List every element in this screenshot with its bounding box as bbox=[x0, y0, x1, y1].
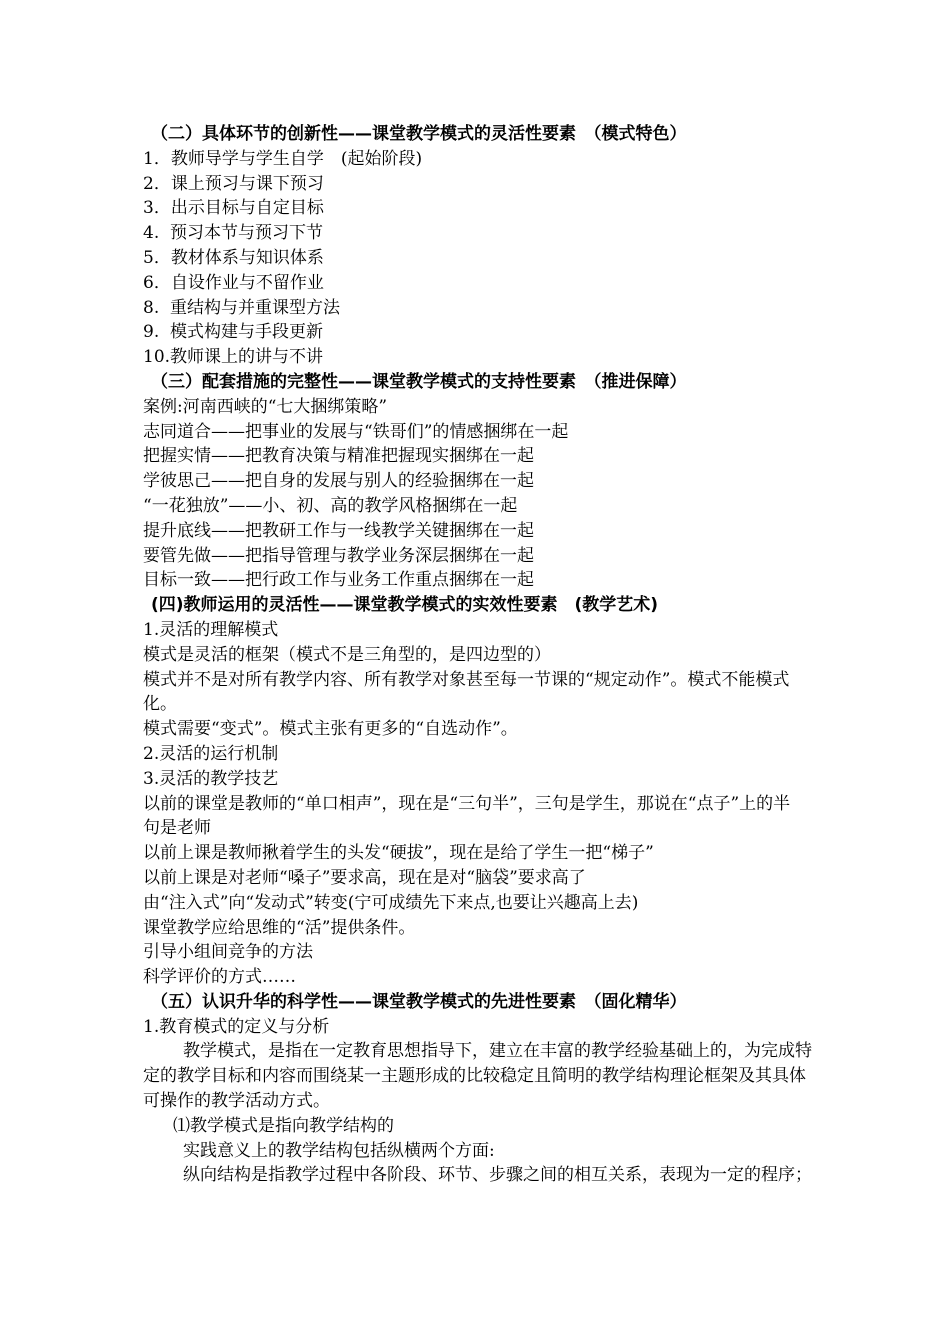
strategy-item: “一花独放”——小、初、高的教学风格捆绑在一起 bbox=[143, 495, 518, 516]
strategy-item: 提升底线——把教研工作与一线教学关键捆绑在一起 bbox=[143, 520, 534, 541]
document-body bbox=[143, 122, 813, 1188]
section-2-item: 3．出示目标与自定目标 bbox=[143, 198, 324, 219]
paragraph: 3.灵活的教学技艺 bbox=[143, 768, 279, 789]
paragraph: 以前上课是对老师“嗓子”要求高，现在是对“脑袋”要求高了 bbox=[143, 867, 586, 888]
section-2-item: 8. 重结构与并重课型方法 bbox=[143, 297, 341, 318]
paragraph: 纵向结构是指教学过程中各阶段、环节、步骤之间的相互关系，表现为一定的程序； bbox=[183, 1165, 812, 1186]
paragraph: 以前的课堂是教师的“单口相声”，现在是“三句半”，三句是学生，那说在“点子”上的半句是老师 bbox=[143, 793, 791, 839]
paragraph: 教学模式，是指在一定教育思想指导下，建立在丰富的教学经验基础上的，为完成特定的教学目标和内容而围绕某一主题形成的比较稳定且简明的教学结构理论框架及其具体可操作的教学活动方式。 bbox=[143, 1041, 812, 1112]
paragraph: ⑴教学模式是指向教学结构的 bbox=[173, 1115, 394, 1136]
paragraph: 由“注入式”向“发动式”转变(宁可成绩先下来点,也要让兴趣高上去) bbox=[143, 892, 639, 913]
paragraph: 1.灵活的理解模式 bbox=[143, 619, 279, 640]
strategy-item: 目标一致——把行政工作与业务工作重点捆绑在一起 bbox=[143, 570, 534, 591]
section-2-item: 2．课上预习与课下预习 bbox=[143, 173, 324, 194]
paragraph: 2.灵活的运行机制 bbox=[143, 743, 279, 764]
paragraph: 模式需要“变式”。模式主张有更多的“自选动作”。 bbox=[143, 719, 518, 740]
section-2-item: 1．教师导学与学生自学 (起始阶段) bbox=[143, 148, 423, 169]
strategy-item: 学彼思己——把自身的发展与别人的经验捆绑在一起 bbox=[143, 471, 534, 492]
paragraph: 实践意义上的教学结构包括纵横两个方面: bbox=[183, 1140, 495, 1161]
strategy-item: 把握实情——把教育决策与精准把握现实捆绑在一起 bbox=[143, 446, 534, 467]
paragraph: 1.教育模式的定义与分析 bbox=[143, 1016, 330, 1037]
paragraph: 以前上课是教师揪着学生的头发“硬拔”，现在是给了学生一把“梯子” bbox=[143, 843, 654, 864]
paragraph: 模式并不是对所有教学内容、所有教学对象甚至每一节课的“规定动作”。模式不能模式化。 bbox=[143, 669, 790, 715]
section-2-heading: （二）具体环节的创新性——课堂教学模式的灵活性要素 （模式特色） bbox=[151, 124, 687, 144]
paragraph: 引导小组间竞争的方法 bbox=[143, 942, 313, 963]
strategy-item: 志同道合——把事业的发展与“铁哥们”的情感捆绑在一起 bbox=[143, 421, 569, 442]
paragraph: 科学评价的方式…… bbox=[143, 967, 296, 988]
section-3-heading: （三）配套措施的完整性——课堂教学模式的支持性要素 （推进保障） bbox=[151, 371, 687, 392]
paragraph: 课堂教学应给思维的“活”提供条件。 bbox=[143, 917, 416, 938]
case-title: 案例:河南西峡的“七大捆绑策略” bbox=[143, 396, 388, 417]
section-2-item: 5．教材体系与知识体系 bbox=[143, 247, 324, 268]
paragraph: 模式是灵活的框架（模式不是三角型的，是四边型的） bbox=[143, 644, 551, 665]
section-2-item: 4. 预习本节与预习下节 bbox=[143, 223, 324, 244]
section-4-heading: (四)教师运用的灵活性——课堂教学模式的实效性要素 (教学艺术) bbox=[151, 595, 659, 616]
section-2-item: 10.教师课上的讲与不讲 bbox=[143, 347, 324, 368]
section-2-item: 6．自设作业与不留作业 bbox=[143, 272, 324, 293]
section-2-item: 9. 模式构建与手段更新 bbox=[143, 322, 324, 343]
strategy-item: 要管先做——把指导管理与教学业务深层捆绑在一起 bbox=[143, 545, 534, 566]
section-5-heading: （五）认识升华的科学性——课堂教学模式的先进性要素 （固化精华） bbox=[151, 991, 687, 1012]
